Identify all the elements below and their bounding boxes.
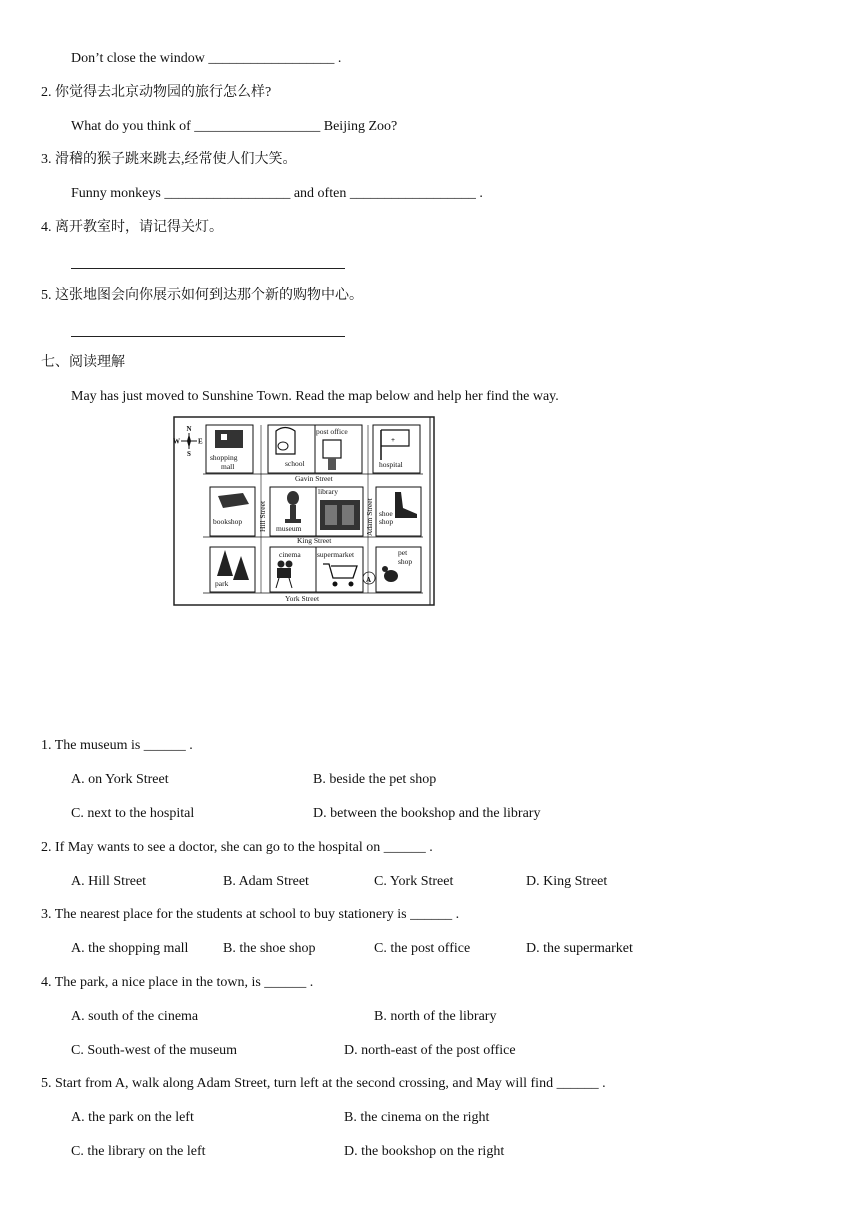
mcq-5-option-c[interactable]: C. the library on the left [71,1144,206,1159]
question-2-chinese: 2. 你觉得去北京动物园的旅行怎么样? [41,85,272,100]
hill-street-label: Hill Street [258,500,267,532]
mcq-5-stem: 5. Start from A, walk along Adam Street, turn left at the second crossing, and May will find ______ . [41,1076,606,1091]
mcq-3-option-c[interactable]: C. the post office [374,941,471,956]
pet-shop-label-1: pet [398,548,408,557]
king-street-label: King Street [297,536,332,545]
mcq-4-option-a[interactable]: A. south of the cinema [71,1009,199,1024]
mcq-3-option-b[interactable]: B. the shoe shop [223,941,316,956]
hospital-label: hospital [379,460,403,469]
mcq-4-option-b[interactable]: B. north of the library [374,1009,497,1024]
compass-n: N [186,425,192,433]
mcq-5-option-a[interactable]: A. the park on the left [71,1110,194,1125]
svg-text:+: + [391,436,395,444]
compass-e: E [198,437,203,446]
mcq-2-option-b[interactable]: B. Adam Street [223,874,309,889]
library-label: library [318,487,338,496]
mcq-3-stem: 3. The nearest place for the students at school to buy stationery is ______ . [41,907,460,922]
mcq-1-option-b[interactable]: B. beside the pet shop [313,772,437,787]
section-heading: 七、阅读理解 [41,355,125,370]
mcq-5-option-d[interactable]: D. the bookshop on the right [344,1144,505,1159]
mcq-3-option-d[interactable]: D. the supermarket [526,941,633,956]
museum-label: museum [276,524,302,533]
question-5-chinese: 5. 这张地图会向你展示如何到达那个新的购物中心。 [41,288,363,303]
question-3-chinese: 3. 滑稽的猴子跳来跳去,经常使人们大笑。 [41,152,297,167]
mcq-2-stem: 2. If May wants to see a doctor, she can go to the hospital on ______ . [41,840,433,855]
town-map [173,416,435,606]
post-office-label: post office [316,427,348,436]
question-2-english: What do you think of __________________ Beijing Zoo? [71,119,398,134]
mcq-4-option-c[interactable]: C. South-west of the museum [71,1043,238,1058]
answer-blank-4 [71,268,345,269]
shopping-mall-label-2: mall [221,462,235,471]
york-street-label: York Street [285,594,320,603]
compass-w: W [173,437,180,446]
mcq-5-option-b[interactable]: B. the cinema on the right [344,1110,490,1125]
mcq-1-option-c[interactable]: C. next to the hospital [71,806,195,821]
mcq-1-option-a[interactable]: A. on York Street [71,772,169,787]
school-label: school [285,459,305,468]
answer-blank-5 [71,336,345,337]
shoe-shop-label-2: shop [379,517,394,526]
reading-intro: May has just moved to Sunshine Town. Read the map below and help her find the way. [71,389,559,404]
town-map-drawing [173,416,435,606]
pet-shop-label-2: shop [398,557,413,566]
mcq-3-option-a[interactable]: A. the shopping mall [71,941,189,956]
question-4-chinese: 4. 离开教室时，请记得关灯。 [41,220,223,235]
supermarket-label: supermarket [317,550,355,559]
mcq-4-stem: 4. The park, a nice place in the town, is ______ . [41,975,314,990]
adam-street-label: Adam Street [365,498,374,536]
compass-s: S [187,450,191,458]
bookshop-label: bookshop [213,517,243,526]
mcq-1-option-d[interactable]: D. between the bookshop and the library [313,806,541,821]
mcq-2-option-a[interactable]: A. Hill Street [71,874,147,889]
gavin-street-label: Gavin Street [295,474,333,483]
park-label: park [215,579,229,588]
mcq-4-option-d[interactable]: D. north-east of the post office [344,1043,516,1058]
a-marker-label: A [366,576,372,584]
mcq-1-stem: 1. The museum is ______ . [41,738,193,753]
shopping-mall-label-1: shopping [210,453,238,462]
mcq-2-option-c[interactable]: C. York Street [374,874,454,889]
exercise-line-1-end: Don’t close the window __________________ . [71,51,342,66]
question-3-english: Funny monkeys __________________ and often __________________ . [71,186,483,201]
shoe-shop-label-1: shoe [379,509,393,518]
mcq-2-option-d[interactable]: D. King Street [526,874,608,889]
cinema-label: cinema [279,550,301,559]
